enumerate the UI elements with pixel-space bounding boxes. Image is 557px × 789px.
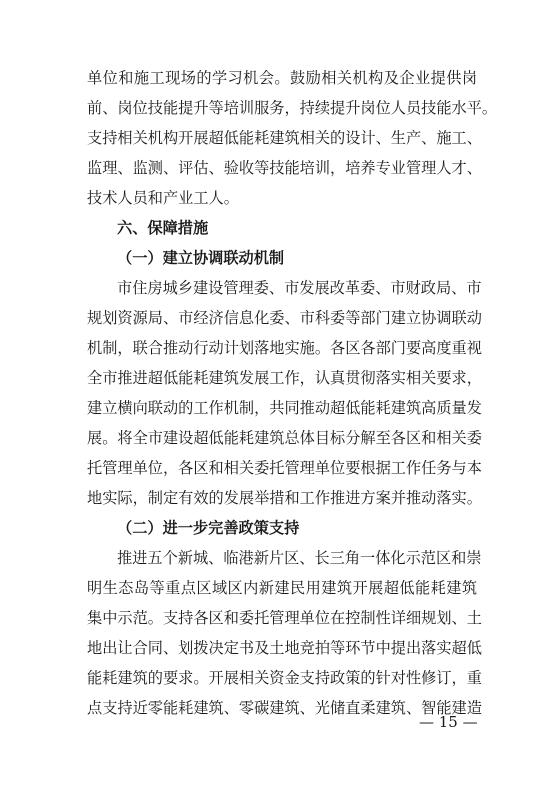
paragraph-line: 监理、监测、评估、验收等技能培训，培养专业管理人才、 xyxy=(87,159,482,177)
paragraph-line: 点支持近零能耗建筑、零碳建筑、光储直柔建筑、智能建造 xyxy=(87,699,482,717)
paragraph-line: 集中示范。支持各区和委托管理单位在控制性详细规划、土 xyxy=(87,609,482,627)
paragraph-line: 机制，联合推动行动计划落地实施。各区各部门要高度重视 xyxy=(87,339,482,357)
paragraph-line: 托管理单位，各区和相关委托管理单位要根据工作任务与本 xyxy=(87,459,482,477)
subsection-heading: （一）建立协调联动机制 xyxy=(117,249,285,267)
paragraph-line: 支持相关机构开展超低能耗建筑相关的设计、生产、施工、 xyxy=(87,129,482,147)
paragraph-line: 地实际，制定有效的发展举措和工作推进方案并推动落实。 xyxy=(87,489,482,507)
paragraph-line: 推进五个新城、临港新片区、长三角一体化示范区和崇 xyxy=(117,549,482,567)
paragraph-line: 地出让合同、划拨决定书及土地竞拍等环节中提出落实超低 xyxy=(87,639,482,657)
paragraph-line: 技术人员和产业工人。 xyxy=(87,189,239,207)
paragraph-line: 规划资源局、市经济信息化委、市科委等部门建立协调联动 xyxy=(87,309,482,327)
subsection-heading: （二）进一步完善政策支持 xyxy=(117,519,300,537)
paragraph-line: 市住房城乡建设管理委、市发展改革委、市财政局、市 xyxy=(117,279,482,297)
paragraph-line: 建立横向联动的工作机制，共同推动超低能耗建筑高质量发 xyxy=(87,399,482,417)
paragraph-line: 前、岗位技能提升等培训服务，持续提升岗位人员技能水平。 xyxy=(87,99,498,117)
paragraph-line: 全市推进超低能耗建筑发展工作，认真贯彻落实相关要求， xyxy=(87,369,482,387)
paragraph-line: 展。将全市建设超低能耗建筑总体目标分解至各区和相关委 xyxy=(87,429,482,447)
paragraph-line: 明生态岛等重点区域区内新建民用建筑开展超低能耗建筑 xyxy=(87,579,477,597)
page-number: — 15 — xyxy=(419,713,478,731)
section-heading: 六、保障措施 xyxy=(117,219,209,237)
paragraph-line: 单位和施工现场的学习机会。鼓励相关机构及企业提供岗 xyxy=(87,69,477,87)
paragraph-line: 能耗建筑的要求。开展相关资金支持政策的针对性修订，重 xyxy=(87,669,482,687)
